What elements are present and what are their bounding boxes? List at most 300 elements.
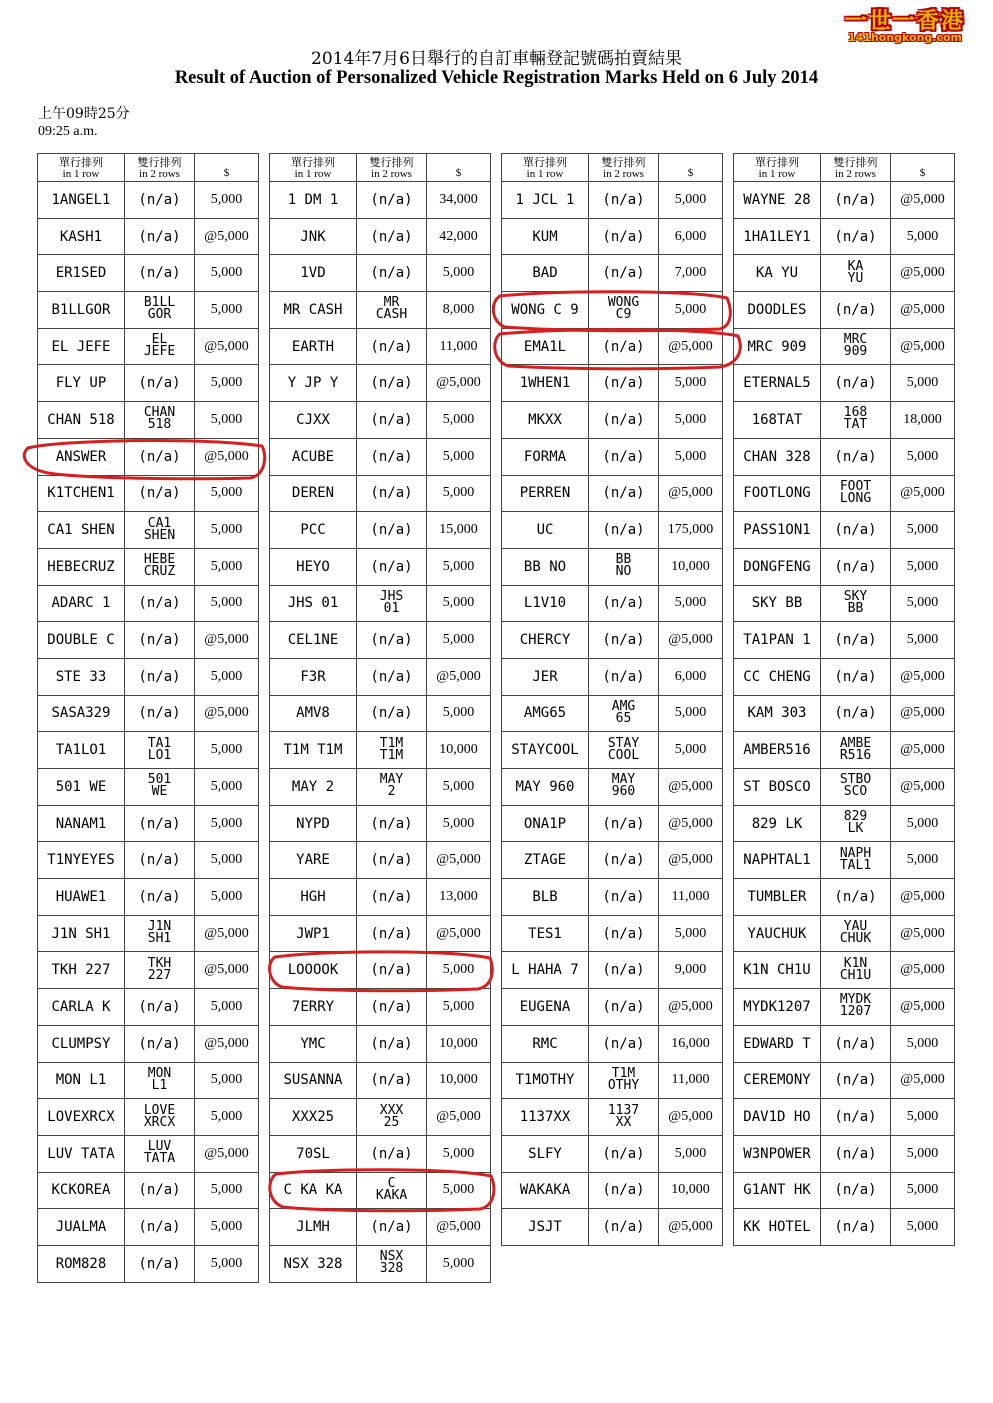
mark-double-row: [357, 292, 427, 329]
mark-double-row: [821, 915, 891, 952]
mark-double-row: (n/a): [357, 952, 427, 989]
price-cell: 5,000: [427, 255, 491, 292]
mark-single-row: NSX 328: [270, 1245, 357, 1282]
mark-single-row: ACUBE: [270, 438, 357, 475]
mark-double-row-lines: WONG C9: [607, 295, 640, 323]
table-row: [38, 1062, 259, 1099]
price-cell: @5,000: [891, 879, 955, 916]
mark-single-row: CHAN 328: [734, 438, 821, 475]
mark-double-row: [357, 585, 427, 622]
mark-single-row: CHAN 518: [38, 402, 125, 439]
mark-double-row: [125, 732, 195, 769]
mark-double-row: [821, 732, 891, 769]
mark-single-row: EARTH: [270, 328, 357, 365]
price-cell: 5,000: [427, 769, 491, 806]
price-cell: 5,000: [195, 732, 259, 769]
table-row: [270, 1062, 491, 1099]
table-row: [270, 182, 491, 219]
table-row: [734, 732, 955, 769]
price-cell: 5,000: [195, 402, 259, 439]
mark-double-row: (n/a): [589, 1172, 659, 1209]
price-cell: @5,000: [195, 1025, 259, 1062]
mark-single-row: KAM 303: [734, 695, 821, 732]
mark-single-row: 829 LK: [734, 805, 821, 842]
table-row: [502, 1135, 723, 1172]
mark-single-row: DAV1D HO: [734, 1099, 821, 1136]
mark-single-row: AMV8: [270, 695, 357, 732]
mark-double-row: [357, 1172, 427, 1209]
mark-double-row: [125, 402, 195, 439]
mark-double-row-lines: HEBE CRUZ: [143, 552, 176, 580]
mark-single-row: LUV TATA: [38, 1135, 125, 1172]
mark-single-row: ETERNAL5: [734, 365, 821, 402]
table-row: [502, 475, 723, 512]
price-cell: 5,000: [427, 438, 491, 475]
table-row: [270, 255, 491, 292]
price-cell: @5,000: [659, 328, 723, 365]
price-cell: 5,000: [891, 1172, 955, 1209]
price-cell: @5,000: [891, 915, 955, 952]
price-cell: 10,000: [659, 1172, 723, 1209]
mark-single-row: LOOOOK: [270, 952, 357, 989]
mark-double-row: (n/a): [357, 438, 427, 475]
price-cell: 5,000: [195, 769, 259, 806]
mark-double-row: [125, 328, 195, 365]
price-cell: 11,000: [659, 879, 723, 916]
mark-single-row: C KA KA: [270, 1172, 357, 1209]
price-cell: 5,000: [891, 218, 955, 255]
table-row: [734, 475, 955, 512]
mark-double-row: (n/a): [357, 402, 427, 439]
mark-single-row: KUM: [502, 218, 589, 255]
mark-double-row: (n/a): [821, 658, 891, 695]
price-cell: 5,000: [659, 438, 723, 475]
mark-single-row: ER1SED: [38, 255, 125, 292]
price-cell: 5,000: [659, 695, 723, 732]
mark-double-row: (n/a): [357, 328, 427, 365]
table-row: [502, 1209, 723, 1246]
mark-double-row-lines: XXX 25: [379, 1102, 404, 1130]
header-price: [195, 154, 259, 182]
session-time-english: 09:25 a.m.: [38, 124, 98, 139]
mark-single-row: KCKOREA: [38, 1172, 125, 1209]
price-cell: 5,000: [427, 475, 491, 512]
price-cell: 5,000: [195, 805, 259, 842]
mark-double-row: (n/a): [589, 585, 659, 622]
table-row: [270, 402, 491, 439]
mark-double-row: (n/a): [125, 585, 195, 622]
mark-double-row: (n/a): [589, 475, 659, 512]
mark-double-row: (n/a): [821, 292, 891, 329]
mark-double-row: (n/a): [125, 1245, 195, 1282]
price-cell: 5,000: [659, 1135, 723, 1172]
mark-double-row: [125, 915, 195, 952]
price-cell: 5,000: [195, 879, 259, 916]
table-header-row: [734, 154, 955, 182]
table-row: [734, 622, 955, 659]
mark-double-row-lines: FOOT LONG: [839, 478, 872, 506]
mark-double-row: (n/a): [821, 438, 891, 475]
mark-double-row: (n/a): [125, 255, 195, 292]
table-row: [270, 805, 491, 842]
table-row: [734, 989, 955, 1026]
mark-single-row: F3R: [270, 658, 357, 695]
price-cell: 5,000: [659, 402, 723, 439]
mark-double-row: [125, 1062, 195, 1099]
price-cell: 175,000: [659, 512, 723, 549]
header-single-row: [502, 154, 589, 182]
mark-double-row: (n/a): [357, 182, 427, 219]
mark-single-row: SKY BB: [734, 585, 821, 622]
price-cell: @5,000: [659, 805, 723, 842]
mark-single-row: PERREN: [502, 475, 589, 512]
price-cell: @5,000: [891, 732, 955, 769]
table-row: [502, 548, 723, 585]
price-cell: 5,000: [427, 622, 491, 659]
table-row: [502, 1099, 723, 1136]
mark-double-row: [589, 732, 659, 769]
mark-single-row: CARLA K: [38, 989, 125, 1026]
table-row: [734, 328, 955, 365]
mark-double-row: (n/a): [357, 915, 427, 952]
mark-double-row: [821, 255, 891, 292]
mark-single-row: DOUBLE C: [38, 622, 125, 659]
price-cell: 5,000: [195, 842, 259, 879]
price-cell: 5,000: [427, 952, 491, 989]
mark-single-row: FLY UP: [38, 365, 125, 402]
mark-double-row: [589, 292, 659, 329]
table-row: [734, 842, 955, 879]
mark-single-row: G1ANT HK: [734, 1172, 821, 1209]
table-row: [502, 1172, 723, 1209]
mark-double-row-lines: 1137 XX: [607, 1102, 640, 1130]
price-cell: 5,000: [195, 548, 259, 585]
mark-double-row: (n/a): [125, 622, 195, 659]
mark-single-row: TUMBLER: [734, 879, 821, 916]
table-row: [38, 952, 259, 989]
table-row: [38, 658, 259, 695]
mark-single-row: FORMA: [502, 438, 589, 475]
price-cell: 5,000: [195, 585, 259, 622]
mark-double-row: (n/a): [357, 475, 427, 512]
price-cell: 5,000: [891, 548, 955, 585]
table-row: [270, 989, 491, 1026]
price-cell: 5,000: [427, 989, 491, 1026]
table-row: [734, 548, 955, 585]
table-row: [734, 805, 955, 842]
mark-double-row: (n/a): [357, 365, 427, 402]
mark-single-row: MRC 909: [734, 328, 821, 365]
table-row: [502, 292, 723, 329]
header-double-row-zh: 雙行排列: [833, 155, 878, 169]
mark-double-row-lines: SKY BB: [843, 588, 868, 616]
mark-double-row: [821, 475, 891, 512]
mark-single-row: TES1: [502, 915, 589, 952]
table-row: [502, 182, 723, 219]
mark-double-row: [821, 989, 891, 1026]
table-row: [270, 1025, 491, 1062]
mark-double-row: [821, 585, 891, 622]
mark-single-row: 1HA1LEY1: [734, 218, 821, 255]
table-row: [38, 292, 259, 329]
price-cell: 5,000: [891, 365, 955, 402]
table-row: [734, 769, 955, 806]
mark-single-row: HGH: [270, 879, 357, 916]
mark-single-row: NYPD: [270, 805, 357, 842]
mark-double-row-lines: JHS 01: [379, 588, 404, 616]
table-row: [502, 769, 723, 806]
price-cell: @5,000: [891, 328, 955, 365]
mark-double-row: (n/a): [125, 182, 195, 219]
header-double-row: [357, 154, 427, 182]
mark-single-row: JSJT: [502, 1209, 589, 1246]
mark-double-row: (n/a): [821, 1062, 891, 1099]
mark-double-row: (n/a): [357, 255, 427, 292]
mark-single-row: NANAM1: [38, 805, 125, 842]
mark-single-row: ROM828: [38, 1245, 125, 1282]
mark-double-row: [821, 805, 891, 842]
header-single-row-en: in 1 row: [294, 167, 332, 180]
price-cell: @5,000: [427, 842, 491, 879]
table-row: [734, 365, 955, 402]
mark-single-row: T1NYEYES: [38, 842, 125, 879]
mark-double-row-lines: MAY 2: [379, 772, 404, 800]
mark-single-row: HUAWE1: [38, 879, 125, 916]
table-header-row: [38, 154, 259, 182]
table-row: [270, 915, 491, 952]
mark-double-row-lines: MON L1: [147, 1065, 172, 1093]
header-single-row: [270, 154, 357, 182]
mark-single-row: STAYCOOL: [502, 732, 589, 769]
table-row: [38, 255, 259, 292]
mark-single-row: ZTAGE: [502, 842, 589, 879]
mark-single-row: W3NPOWER: [734, 1135, 821, 1172]
header-single-row-zh: 單行排列: [291, 155, 335, 169]
table-row: [38, 328, 259, 365]
table-row: [38, 512, 259, 549]
price-cell: 5,000: [427, 695, 491, 732]
price-cell: @5,000: [891, 475, 955, 512]
price-cell: 5,000: [659, 732, 723, 769]
mark-double-row-lines: LOVE XRCX: [143, 1102, 176, 1130]
mark-double-row: (n/a): [357, 695, 427, 732]
mark-double-row: (n/a): [125, 438, 195, 475]
mark-double-row-lines: CHAN 518: [143, 405, 176, 433]
mark-single-row: 1ANGEL1: [38, 182, 125, 219]
price-cell: 5,000: [195, 512, 259, 549]
price-cell: @5,000: [891, 769, 955, 806]
price-cell: @5,000: [659, 769, 723, 806]
mark-double-row: (n/a): [125, 658, 195, 695]
table-row: [734, 1135, 955, 1172]
mark-double-row: (n/a): [125, 1025, 195, 1062]
mark-single-row: DOODLES: [734, 292, 821, 329]
mark-single-row: KK HOTEL: [734, 1209, 821, 1246]
table-row: [734, 438, 955, 475]
mark-double-row: (n/a): [589, 1025, 659, 1062]
header-single-row-en: in 1 row: [758, 167, 796, 180]
table-row: [38, 548, 259, 585]
price-cell: 5,000: [427, 805, 491, 842]
mark-double-row: [357, 769, 427, 806]
price-cell: @5,000: [891, 989, 955, 1026]
table-row: [270, 879, 491, 916]
mark-double-row: (n/a): [125, 1172, 195, 1209]
table-row: [734, 952, 955, 989]
price-cell: @5,000: [659, 622, 723, 659]
header-price-symbol: $: [455, 166, 462, 179]
mark-single-row: SLFY: [502, 1135, 589, 1172]
table-row: [270, 292, 491, 329]
table-row: [734, 585, 955, 622]
price-cell: 6,000: [659, 658, 723, 695]
table-row: [38, 879, 259, 916]
mark-double-row: [125, 1135, 195, 1172]
table-row: [734, 512, 955, 549]
mark-double-row: (n/a): [589, 658, 659, 695]
mark-single-row: CEL1NE: [270, 622, 357, 659]
table-row: [502, 585, 723, 622]
header-double-row-zh: 雙行排列: [137, 155, 182, 169]
table-row: [734, 658, 955, 695]
price-cell: 5,000: [195, 255, 259, 292]
results-table-3: [501, 153, 723, 1246]
table-row: [38, 769, 259, 806]
mark-double-row: (n/a): [821, 548, 891, 585]
mark-double-row: (n/a): [589, 989, 659, 1026]
mark-double-row-lines: BB NO: [615, 552, 632, 580]
mark-single-row: T1M T1M: [270, 732, 357, 769]
price-cell: 7,000: [659, 255, 723, 292]
mark-single-row: WAKAKA: [502, 1172, 589, 1209]
mark-single-row: YAUCHUK: [734, 915, 821, 952]
mark-double-row: (n/a): [821, 182, 891, 219]
mark-double-row-lines: 829 LK: [843, 809, 868, 837]
mark-double-row: [125, 1099, 195, 1136]
mark-single-row: EMA1L: [502, 328, 589, 365]
table-row: [502, 915, 723, 952]
mark-single-row: STE 33: [38, 658, 125, 695]
mark-double-row: (n/a): [821, 622, 891, 659]
price-cell: 5,000: [891, 585, 955, 622]
table-row: [38, 842, 259, 879]
header-double-row-zh: 雙行排列: [369, 155, 414, 169]
mark-double-row: (n/a): [357, 548, 427, 585]
mark-double-row-lines: NSX 328: [379, 1249, 404, 1277]
price-cell: 15,000: [427, 512, 491, 549]
table-row: [38, 438, 259, 475]
mark-double-row: (n/a): [125, 695, 195, 732]
mark-single-row: L1V10: [502, 585, 589, 622]
mark-single-row: MYDK1207: [734, 989, 821, 1026]
mark-double-row-lines: KA YU: [847, 258, 864, 286]
table-row: [270, 365, 491, 402]
mark-double-row: (n/a): [357, 989, 427, 1026]
price-cell: 5,000: [195, 1099, 259, 1136]
mark-double-row: (n/a): [357, 218, 427, 255]
mark-double-row: (n/a): [589, 1135, 659, 1172]
mark-double-row: (n/a): [357, 658, 427, 695]
table-row: [734, 915, 955, 952]
price-cell: 8,000: [427, 292, 491, 329]
mark-single-row: 70SL: [270, 1135, 357, 1172]
price-cell: 5,000: [427, 1172, 491, 1209]
table-row: [38, 1025, 259, 1062]
mark-single-row: LOVEXRCX: [38, 1099, 125, 1136]
price-cell: 5,000: [427, 402, 491, 439]
page-title-chinese: 2014年7月6日舉行的自訂車輛登記號碼拍賣結果: [311, 49, 682, 69]
mark-double-row: (n/a): [589, 438, 659, 475]
mark-double-row-lines: STBO SCO: [839, 772, 872, 800]
table-row: [734, 1025, 955, 1062]
header-price-symbol: $: [687, 166, 694, 179]
mark-double-row-lines: TKH 227: [147, 955, 172, 983]
mark-double-row: [125, 292, 195, 329]
price-cell: 5,000: [659, 182, 723, 219]
mark-single-row: ADARC 1: [38, 585, 125, 622]
price-cell: @5,000: [195, 915, 259, 952]
mark-single-row: CEREMONY: [734, 1062, 821, 1099]
mark-single-row: Y JP Y: [270, 365, 357, 402]
mark-single-row: DEREN: [270, 475, 357, 512]
mark-double-row: (n/a): [357, 1062, 427, 1099]
price-cell: 10,000: [659, 548, 723, 585]
price-cell: @5,000: [195, 952, 259, 989]
header-price-symbol: $: [223, 166, 230, 179]
mark-single-row: BB NO: [502, 548, 589, 585]
mark-single-row: MON L1: [38, 1062, 125, 1099]
table-row: [270, 695, 491, 732]
mark-double-row-lines: MR CASH: [375, 295, 408, 323]
table-row: [38, 402, 259, 439]
table-row: [270, 475, 491, 512]
mark-double-row: [125, 769, 195, 806]
mark-single-row: UC: [502, 512, 589, 549]
price-cell: 5,000: [427, 585, 491, 622]
mark-double-row: [821, 842, 891, 879]
price-cell: @5,000: [195, 695, 259, 732]
price-cell: @5,000: [427, 658, 491, 695]
mark-single-row: K1N CH1U: [734, 952, 821, 989]
table-row: [502, 255, 723, 292]
price-cell: 5,000: [195, 658, 259, 695]
header-single-row: [38, 154, 125, 182]
mark-double-row: (n/a): [125, 989, 195, 1026]
header-single-row-en: in 1 row: [62, 167, 100, 180]
mark-double-row: [357, 1099, 427, 1136]
table-row: [502, 622, 723, 659]
mark-double-row: (n/a): [821, 1025, 891, 1062]
mark-double-row-lines: J1N SH1: [147, 919, 172, 947]
price-cell: 5,000: [891, 1025, 955, 1062]
price-cell: 10,000: [427, 1025, 491, 1062]
mark-single-row: YMC: [270, 1025, 357, 1062]
mark-double-row-lines: LUV TATA: [143, 1139, 176, 1167]
logo-sub-text: 141hongkong.com: [847, 31, 963, 44]
price-cell: @5,000: [195, 622, 259, 659]
price-cell: 5,000: [195, 365, 259, 402]
price-cell: 5,000: [659, 915, 723, 952]
mark-double-row: (n/a): [821, 218, 891, 255]
mark-single-row: JUALMA: [38, 1209, 125, 1246]
mark-double-row: (n/a): [125, 805, 195, 842]
mark-single-row: CJXX: [270, 402, 357, 439]
table-row: [734, 1172, 955, 1209]
mark-double-row-lines: EL JEFE: [143, 332, 176, 360]
mark-double-row: [589, 1099, 659, 1136]
table-row: [38, 732, 259, 769]
table-row: [38, 1135, 259, 1172]
